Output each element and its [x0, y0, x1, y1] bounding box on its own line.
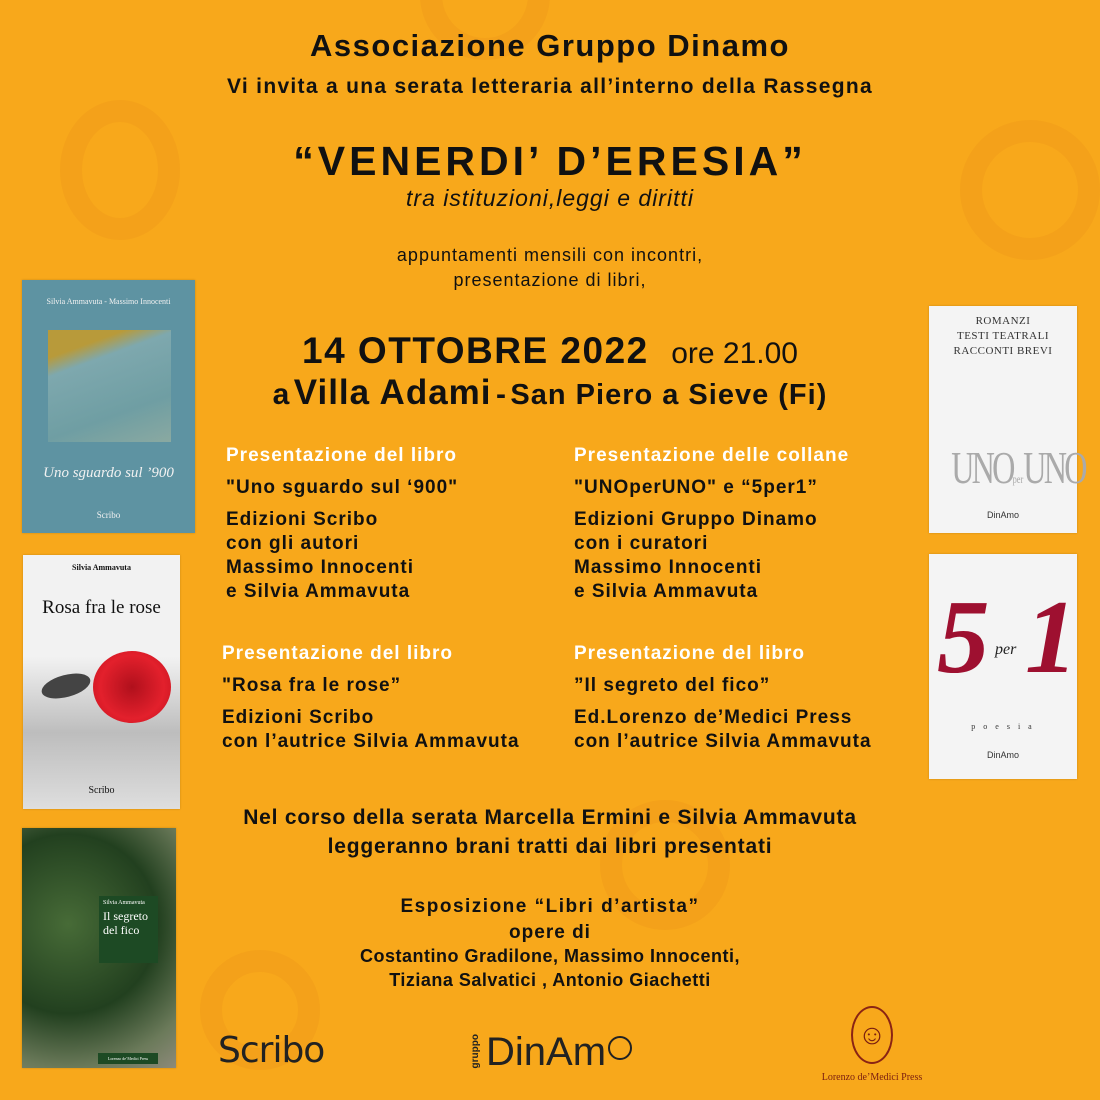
- reading-line: leggeranno brani tratti dai libri presentati: [327, 835, 773, 858]
- collana-logo: [951, 441, 1085, 494]
- genre: RACCONTI BREVI: [953, 345, 1053, 357]
- book-title: del fico: [103, 923, 140, 937]
- dinamo-logo-small: gruppo: [470, 1034, 481, 1069]
- rose-image: [93, 651, 171, 723]
- collana-logo-1: 1: [1025, 578, 1078, 695]
- presentation-line: Ed.Lorenzo de’Medici Press: [574, 707, 853, 728]
- presentation-4: [574, 642, 872, 754]
- publisher-logo: Scribo: [96, 510, 121, 520]
- cover-genres: [929, 314, 1077, 359]
- presentation-line: e Silvia Ammavuta: [226, 581, 411, 602]
- lorenzo-medici-logo: [810, 1006, 934, 1083]
- presentation-heading: Presentazione del libro: [222, 643, 453, 664]
- book-cover-rosa: [23, 555, 180, 809]
- presentation-title: ”Il segreto del fico”: [574, 675, 771, 696]
- publisher-logo: DinAmo: [986, 750, 1019, 760]
- scribo-logo: Scribo: [218, 1030, 325, 1071]
- presentation-line: Massimo Innocenti: [226, 557, 415, 578]
- description: presentazione di libri,: [453, 270, 647, 290]
- logo-part: per: [1012, 472, 1024, 486]
- logo-part: UNO: [951, 442, 1013, 493]
- book-title: Il segreto: [103, 909, 148, 923]
- presentation-title: "Uno sguardo sul ‘900": [226, 477, 459, 498]
- lorenzo-medici-label: Lorenzo de’Medici Press: [821, 1072, 923, 1083]
- presentation-line: con i curatori: [574, 533, 709, 554]
- invite-line: Vi invita a una serata letteraria all’interno della Rassegna: [226, 75, 873, 98]
- presentation-heading: Presentazione delle collane: [574, 445, 850, 466]
- org-title: Associazione Gruppo Dinamo: [310, 28, 790, 63]
- cover-subtitle: p o e s i a: [971, 722, 1035, 731]
- presentation-title: "Rosa fra le rose”: [222, 675, 402, 696]
- genre: TESTI TEATRALI: [956, 330, 1050, 342]
- date-day: 14 OTTOBRE 2022: [302, 330, 649, 371]
- publisher-logo: DinAmo: [986, 510, 1019, 520]
- logo-part: UNO: [1023, 442, 1085, 493]
- presentation-line: con l’autrice Silvia Ammavuta: [222, 731, 520, 752]
- dinamo-logo-text: DinAm: [486, 1030, 607, 1074]
- presentation-1: [226, 444, 458, 604]
- presentation-line: Massimo Innocenti: [574, 557, 763, 578]
- publisher-logo: Scribo: [88, 785, 115, 796]
- presentation-heading: Presentazione del libro: [226, 445, 457, 466]
- book-author: Silvia Ammavuta: [72, 563, 131, 572]
- book-author: Silvia Ammavuta: [103, 900, 145, 906]
- venue-name: Villa Adami: [293, 373, 492, 412]
- leaf-image: [39, 669, 93, 703]
- description: appuntamenti mensili con incontri,: [396, 245, 704, 265]
- venue-prefix: a: [272, 378, 290, 411]
- exhibition-title: Esposizione “Libri d’artista”: [400, 896, 700, 917]
- book-cover-uno-sguardo: [22, 280, 195, 533]
- book-authors: Silvia Ammavuta - Massimo Innocenti: [46, 297, 171, 306]
- genre: ROMANZI: [975, 315, 1031, 327]
- dinamo-circle-icon: [608, 1036, 632, 1060]
- presentation-line: Edizioni Scribo: [222, 707, 375, 728]
- medici-profile-icon: ☺: [851, 1006, 893, 1064]
- book-title: Uno sguardo sul ’900: [43, 465, 174, 481]
- presentation-line: e Silvia Ammavuta: [574, 581, 759, 602]
- cover-artwork: [48, 330, 171, 442]
- collana-logo-5: 5: [937, 578, 990, 695]
- exhibition-line: Tiziana Salvatici , Antonio Giachetti: [389, 970, 711, 990]
- reading-line: Nel corso della serata Marcella Ermini e Silvia Ammavuta: [243, 806, 857, 829]
- presentation-2: [574, 444, 849, 604]
- presentation-line: con gli autori: [226, 533, 360, 554]
- presentation-line: con l’autrice Silvia Ammavuta: [574, 731, 872, 752]
- collana-logo-per: per: [995, 641, 1017, 658]
- presentation-line: Edizioni Scribo: [226, 509, 379, 530]
- event-title: “VENERDI’ D’ERESIA”: [293, 138, 807, 184]
- title-box: [99, 896, 158, 963]
- book-cover-unoperuno: [929, 306, 1085, 533]
- book-title: Rosa fra le rose: [42, 597, 161, 618]
- publisher-logo: Lorenzo de’Medici Press: [98, 1053, 158, 1064]
- book-cover-5per1: [929, 554, 1077, 779]
- exhibition-line: opere di: [509, 922, 591, 943]
- presentation-heading: Presentazione del libro: [574, 643, 805, 664]
- presentation-line: Edizioni Gruppo Dinamo: [574, 509, 818, 530]
- event-subtitle: tra istituzioni,leggi e diritti: [406, 185, 694, 211]
- book-cover-segreto-fico: [22, 828, 176, 1068]
- date-time: ore 21.00: [671, 337, 798, 370]
- presentation-3: [222, 642, 520, 754]
- exhibition-line: Costantino Gradilone, Massimo Innocenti,: [359, 946, 741, 966]
- venue-dash: -: [495, 378, 506, 411]
- venue-place: San Piero a Sieve (Fi): [510, 379, 828, 411]
- presentation-title: "UNOperUNO" e “5per1”: [574, 477, 818, 498]
